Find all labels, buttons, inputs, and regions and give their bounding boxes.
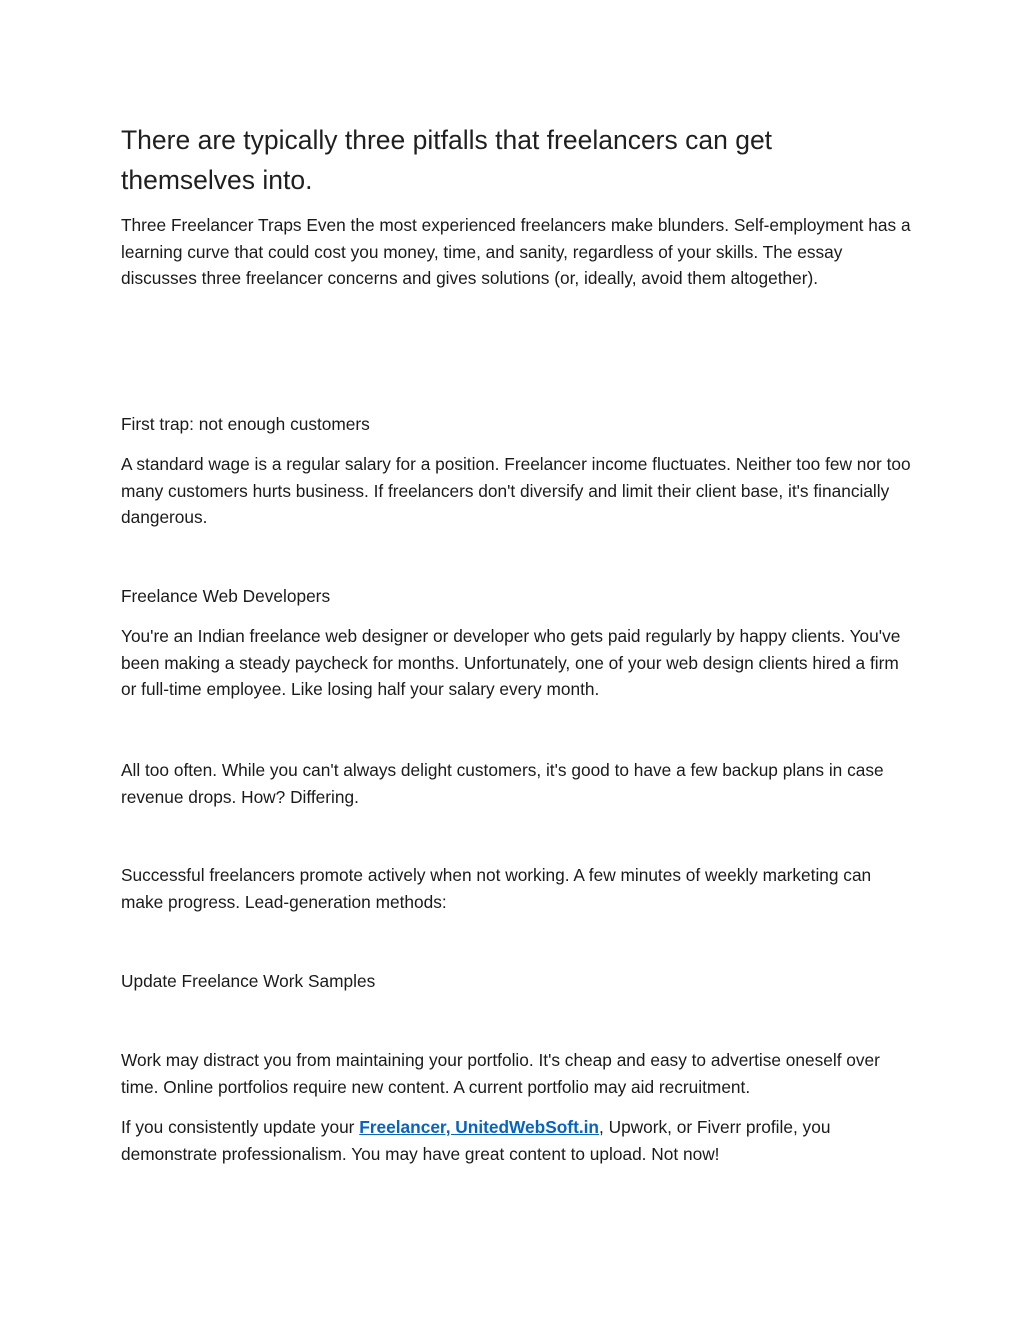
- update-heading: Update Freelance Work Samples: [121, 971, 376, 991]
- all-too-often-paragraph: All too often. While you can't always delight customers, it's good to have a few backup plans in case revenue drops. How? Differing.: [121, 760, 884, 807]
- freelancer-link[interactable]: Freelancer, UnitedWebSoft.in: [359, 1117, 599, 1137]
- web-dev-paragraph: You're an Indian freelance web designer or developer who gets paid regularly by happy clients. You've been making a steady paycheck for months. Unfortunately, one of your web design clients hired a firm or full-time employee. Like losing half your salary every month.: [121, 626, 901, 700]
- successful-paragraph: Successful freelancers promote actively when not working. A few minutes of weekly marketing can make progress. Lead-generation methods:: [121, 865, 872, 912]
- web-dev-heading: Freelance Web Developers: [121, 586, 331, 606]
- document-title: There are typically three pitfalls that freelancers can get themselves into.: [121, 125, 773, 195]
- final-suffix-text: , Upwork, or Fiverr profile, you demonstrate professionalism. You may have great content to upload. Not now!: [121, 1117, 831, 1164]
- intro-paragraph: Three Freelancer Traps Even the most experienced freelancers make blunders. Self-employment has a learning curve that could cost you money, time, and sanity, regardless of your skills. The essay discusses three freelancer concerns and gives solutions (or, ideally, avoid them altogether).: [121, 215, 911, 289]
- final-prefix-text: If you consistently update your: [121, 1117, 360, 1137]
- trap1-paragraph: A standard wage is a regular salary for a position. Freelancer income fluctuates. Neither too few nor too many customers hurts business. If freelancers don't diversify and limit their client base, it's financially dangerous.: [121, 454, 911, 528]
- final-paragraph: [121, 1114, 911, 1167]
- portfolio-paragraph: Work may distract you from maintaining your portfolio. It's cheap and easy to advertise oneself over time. Online portfolios require new content. A current portfolio may aid recruitment.: [121, 1050, 880, 1097]
- trap1-heading: First trap: not enough customers: [121, 414, 370, 434]
